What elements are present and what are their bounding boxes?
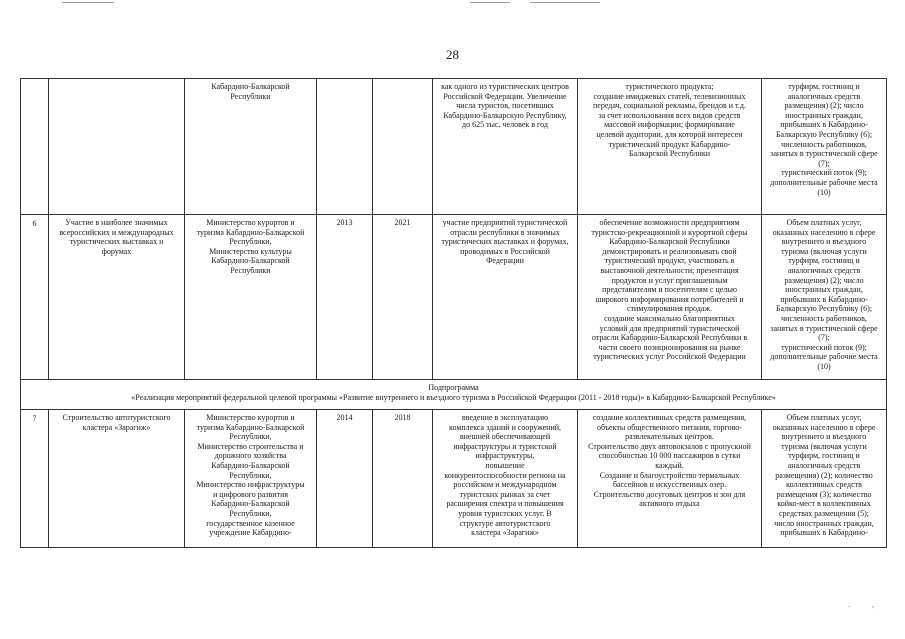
measures-table (20, 78, 887, 548)
row-number: 7 (21, 410, 49, 548)
measure-name: Строительство автотуристского кластера «Зарагиж» (49, 410, 185, 548)
subprogram-title: Подпрограмма «Реализация мероприятий федеральной целевой программы «Развитие внутреннего и въездного туризма в Российской Федерации (2011 - 2018 годы)» в Кабардино-Балкарской Республике» (21, 380, 887, 410)
executor: Министерство курортов и туризма Кабардино-Балкарской Республики, Министерство культуры Кабардино-Балкарской Республики (185, 215, 317, 380)
end-year: 2021 (373, 215, 433, 380)
measure-name (49, 79, 185, 215)
scan-speck: . (848, 600, 850, 609)
scan-top-line (530, 2, 600, 3)
start-year: 2013 (317, 215, 373, 380)
table-row (21, 79, 887, 215)
expected-result: участие предприятий туристической отрасли республики в значимых туристических выставках и форумах, проводимых в Российской Федерации (433, 215, 578, 380)
executor: Министерство курортов и туризма Кабардино-Балкарской Республики, Министерство строительства и дорожного хозяйства Кабардино-Балкарской Республики, Министерство инфраструктуры и цифрового развития Кабардино-Балкарской Республики, государственное казенное учреждение Кабардино- (185, 410, 317, 548)
main-directions: создание коллективных средств размещения, объекты общественного питания, торгово- развлекательных центров. Строительство двух автовокзалов с пропускной способностью 10 000 пассажиров в сутки каждый. Создание и благоустройство термальных бассейнов и искусственных озер. Строительство досуговых центров и зон для активного отдыха (578, 410, 762, 548)
start-year (317, 79, 373, 215)
page-number: 28 (446, 47, 459, 62)
target-indicators: турфирм, гостиниц и аналогичных средств размещения) (2); число иностранных граждан, прибывших в Кабардино- Балкарскую Республику (6); численность работников, занятых в туристической сфере (7); туристический поток (9); дополнительные рабочие места (10) (762, 79, 887, 215)
scan-top-line (62, 2, 114, 3)
main-directions: обеспечение возможности предприятиям туристско-рекреационной и курортной сферы Кабардино-Балкарской Республики демонстрировать и реализовывать свой туристический продукт, участвовать в выставочной деятельности; презентация продуктов и услуг приглашенным представителям и посетителям с целью широкого информирования потребителей и стимулирования продаж. создание максимально благоприятных условий для предприятий туристической отрасли Кабардино-Балкарской Республики в части своего позиционирования на рынке туристических услуг Российской Федерации (578, 215, 762, 380)
end-year: 2018 (373, 410, 433, 548)
subprogram-row (21, 380, 887, 410)
expected-result: введение в эксплуатацию комплекса зданий и сооружений, внешней обеспечивающей инфраструктуры и туристской инфраструктуры, повышение конкурентоспособности региона на российском и международном туристских рынках за счет расширения спектра и повышения уровня туристских услуг. В структуре автотуристского кластера «Зарагиж» (433, 410, 578, 548)
executor: Кабардино-Балкарской Республики (185, 79, 317, 215)
expected-result: как одного из туристических центров Российской Федерации. Увеличение числа туристов, посетивших Кабардино-Балкарскую Республику, до 625 тыс. человек в год (433, 79, 578, 215)
target-indicators: Объем платных услуг, оказанных населению в сфере внутреннего и въездного туризма (включая услуги турфирм, гостиниц и аналогичных средств размещения) (2); количество коллективных средств размещения (3); количество койко-мест в коллективных средствах размещения (5); число иностранных граждан, прибывших в Кабардино- (762, 410, 887, 548)
row-number: 6 (21, 215, 49, 380)
main-directions: туристического продукта; создание имиджевых статей, телевизионных передач, социальной рекламы, брендов и т.д. за счет использования всех видов средств массовой информации; формирование целевой аудитории, для которой интересен туристический продукт Кабардино- Балкарской Республики (578, 79, 762, 215)
row-number (21, 79, 49, 215)
end-year (373, 79, 433, 215)
scan-speck: , (872, 600, 874, 609)
scan-top-line (470, 2, 510, 3)
target-indicators: Объем платных услуг, оказанных населению в сфере внутреннего и въездного туризма (включая услуги турфирм, гостиниц и аналогичных средств размещения) (2); число иностранных граждан, прибывших в Кабардино- Балкарскую Республику (6); численность работников, занятых в туристической сфере (7); туристический поток (9); дополнительные рабочие места (10) (762, 215, 887, 380)
measure-name: Участие в наиболее значимых всероссийских и международных туристических выставках и форумах (49, 215, 185, 380)
table-row (21, 215, 887, 380)
table-row (21, 410, 887, 548)
start-year: 2014 (317, 410, 373, 548)
